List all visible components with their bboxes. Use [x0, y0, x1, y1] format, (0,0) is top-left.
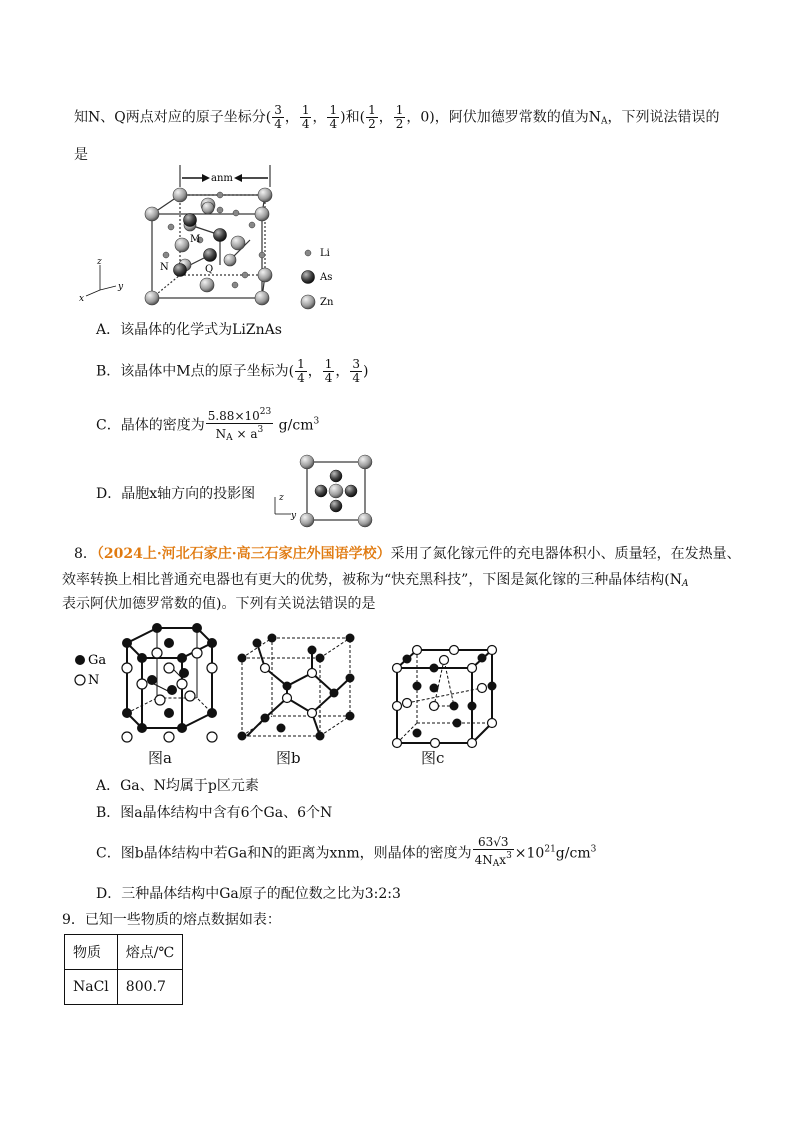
- legend-li: Li: [320, 248, 330, 259]
- q7-text: 知N、Q两点对应的原子坐标分(: [74, 109, 272, 126]
- fraction: $\frac{1}{4}$: [329, 103, 338, 131]
- dim-label: anm: [211, 173, 233, 184]
- table-header-row: [65, 935, 183, 970]
- q7-line2: 是: [74, 147, 88, 163]
- axis-x: x: [79, 294, 85, 304]
- label-n: N: [160, 262, 169, 273]
- density-fraction: $\frac{5.88\times 10^{23}}{N_A \times a^3}$: [207, 407, 272, 443]
- q8-option-b: B．图a晶体结构中含有6个Ga、6个N: [96, 805, 333, 821]
- fraction: $\frac{1}{2}$: [395, 103, 404, 131]
- projection-figure: [265, 452, 385, 532]
- q7-option-b: B．该晶体中M点的原子坐标为( $\frac{1}{4}$ ， $\frac{1}{4}$ ， $\frac{3}{4}$ ): [96, 357, 369, 385]
- table-header: 物质: [65, 935, 118, 970]
- fig-b-label: 图b: [276, 749, 301, 767]
- q7-option-d: D．晶胞x轴方向的投影图: [96, 486, 256, 502]
- fig-c-label: 图c: [421, 749, 445, 767]
- gan-structures-figure: [72, 618, 512, 768]
- table-header: 熔点/℃: [117, 935, 182, 970]
- fraction: $\frac{1}{2}$: [368, 103, 376, 131]
- fraction: $\frac{3}{4}$: [274, 103, 282, 131]
- fraction: $\frac{3}{4}$: [352, 357, 361, 385]
- density-fraction: $\frac{63√3}{4N_Ax^3}$: [474, 835, 512, 869]
- fraction: $\frac{1}{4}$: [301, 103, 310, 131]
- q8-source: （2024上·河北石家庄·高三石家庄外国语学校）: [96, 546, 391, 562]
- table-row: [65, 970, 183, 1005]
- legend-ga: Ga: [88, 653, 107, 668]
- q8-line1: 8．（2024上·河北石家庄·高三石家庄外国语学校）采用了氮化镓元件的充电器体积小、质量轻，在发热量、: [74, 546, 741, 562]
- fraction: $\frac{1}{4}$: [297, 357, 305, 385]
- q8-option-d: D．三种晶体结构中Ga原子的配位数之比为3:2:3: [96, 886, 401, 902]
- lizna-unit-cell-figure: [70, 165, 370, 315]
- legend-n: N: [88, 673, 100, 688]
- label-q: Q: [205, 264, 214, 275]
- q8-line3: 表示阿伏加德罗常数的值)。下列有关说法错误的是: [62, 596, 376, 612]
- table-cell: 800.7: [117, 970, 182, 1005]
- q7-line1: 知N、Q两点对应的原子坐标分( $\frac{3}{4}$ ， $\frac{1}{4}$ ， $\frac{1}{4}$ )和( $\frac{1}{2}$ ， $\frac{1}{2}$ ，0)，阿伏加德罗常数的值为$N_A$，下列说法错误的: [74, 103, 720, 131]
- proj-axis-z: z: [279, 493, 284, 503]
- q7-option-c: C．晶体的密度为 $\frac{5.88\times 10^{23}}{N_A \times a^3}$ $g/cm^3$: [96, 407, 320, 443]
- label-m: M: [190, 234, 201, 245]
- q7-option-a: A．该晶体的化学式为LiZnAs: [96, 322, 282, 338]
- table-cell: NaCl: [65, 970, 118, 1005]
- fraction: $\frac{1}{4}$: [324, 357, 333, 385]
- fig-a-label: 图a: [148, 749, 172, 767]
- axis-z: z: [97, 257, 102, 267]
- q8-option-a: A．Ga、N均属于p区元素: [96, 778, 259, 794]
- q9-text: 9．已知一些物质的熔点数据如表：: [62, 912, 281, 928]
- axis-y: y: [118, 282, 124, 292]
- legend-zn: Zn: [320, 297, 334, 308]
- q8-option-c: C．图b晶体结构中若Ga和N的距离为xnm，则晶体的密度为 $\frac{63√3}{4N_Ax^3}$ $\times 10^{21}g/cm^3$: [96, 835, 597, 869]
- legend-as: As: [320, 272, 333, 283]
- q8-line2: 效率转换上相比普通充电器也有更大的优势，被称为“快充黑科技”，下图是氮化镓的三种晶体结构($N_A$: [62, 572, 689, 589]
- melting-point-table: [64, 934, 183, 1005]
- proj-axis-y: y: [291, 511, 297, 521]
